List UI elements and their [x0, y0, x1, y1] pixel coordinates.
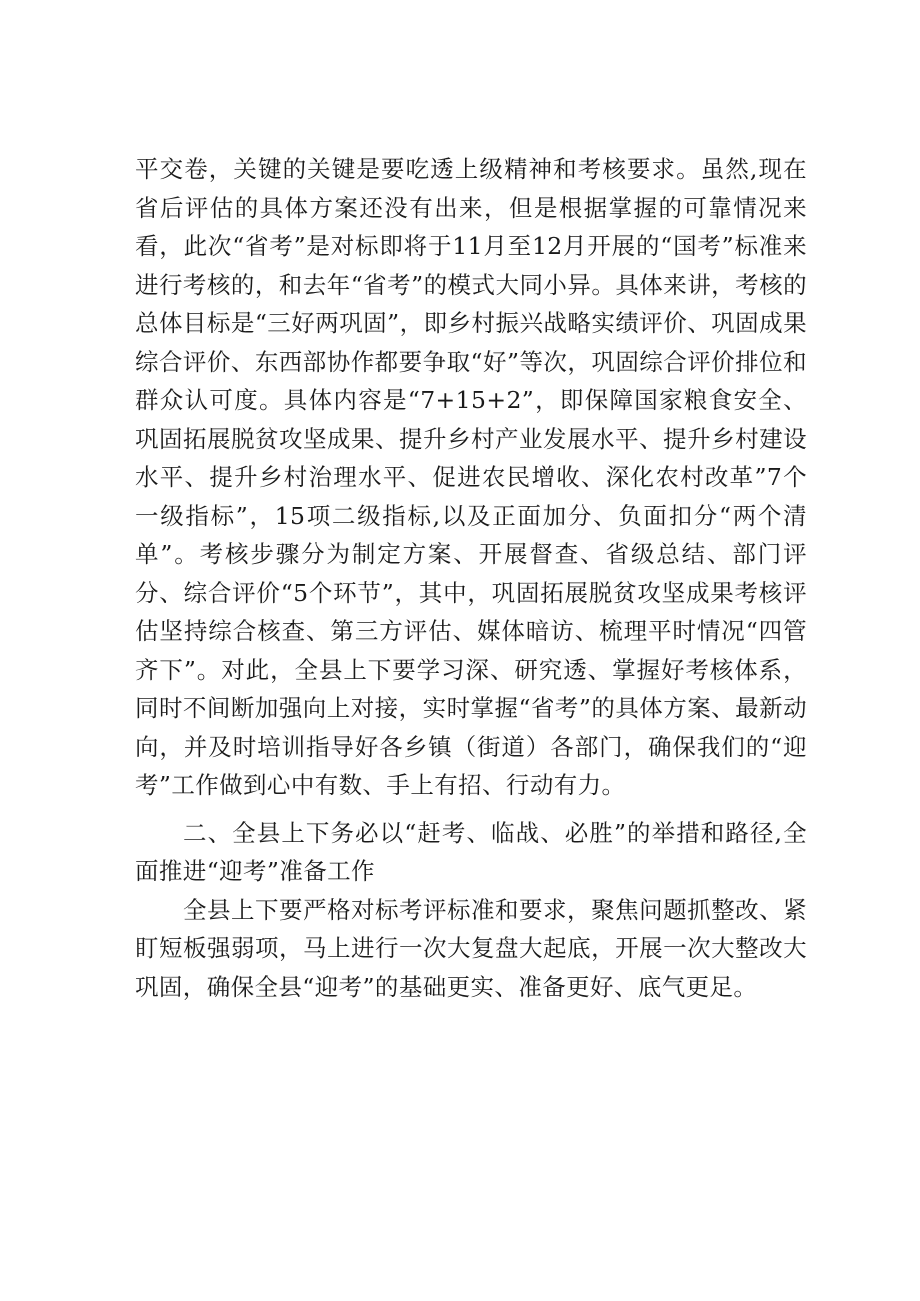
- body-paragraph-continuation: 平交卷，关键的关键是要吃透上级精神和考核要求。虽然,现在省后评估的具体方案还没有出来，但是根据掌握的可靠情况来看，此次“省考”是对标即将于11月至12月开展的“国考”标准来进行考核的，和去年“省考”的模式大同小异。具体来讲，考核的总体目标是“三好两巩固”，即乡村振兴战略实绩评价、巩固成果综合评价、东西部协作都要争取“好”等次，巩固综合评价排位和群众认可度。具体内容是“7+15+2”，即保障国家粮食安全、巩固拓展脱贫攻坚成果、提升乡村产业发展水平、提升乡村建设水平、提升乡村治理水平、促进农民增收、深化农村改革”7个一级指标”，15项二级指标,以及正面加分、负面扣分“两个清单”。考核步骤分为制定方案、开展督查、省级总结、部门评分、综合评价“5个环节”，其中，巩固拓展脱贫攻坚成果考核评估坚持综合核查、第三方评估、媒体暗访、梳理平时情况“四管齐下”。对此，全县上下要学习深、研究透、掌握好考核体系，同时不间断加强向上对接，实时掌握“省考”的具体方案、最新动向，并及时培训指导好各乡镇（街道）各部门，确保我们的“迎考”工作做到心中有数、手上有招、行动有力。: [135, 155, 807, 799]
- document-page: [135, 150, 807, 1006]
- section-heading-two: 二、全县上下务必以“赶考、临战、必胜”的举措和路径,全面推进“迎考”准备工作: [135, 818, 807, 885]
- body-paragraph-section-two-intro: 全县上下要严格对标考评标准和要求，聚焦问题抓整改、紧盯短板强弱项，马上进行一次大复盘大起底，开展一次大整改大巩固，确保全县“迎考”的基础更实、准备更好、底气更足。: [135, 895, 807, 1001]
